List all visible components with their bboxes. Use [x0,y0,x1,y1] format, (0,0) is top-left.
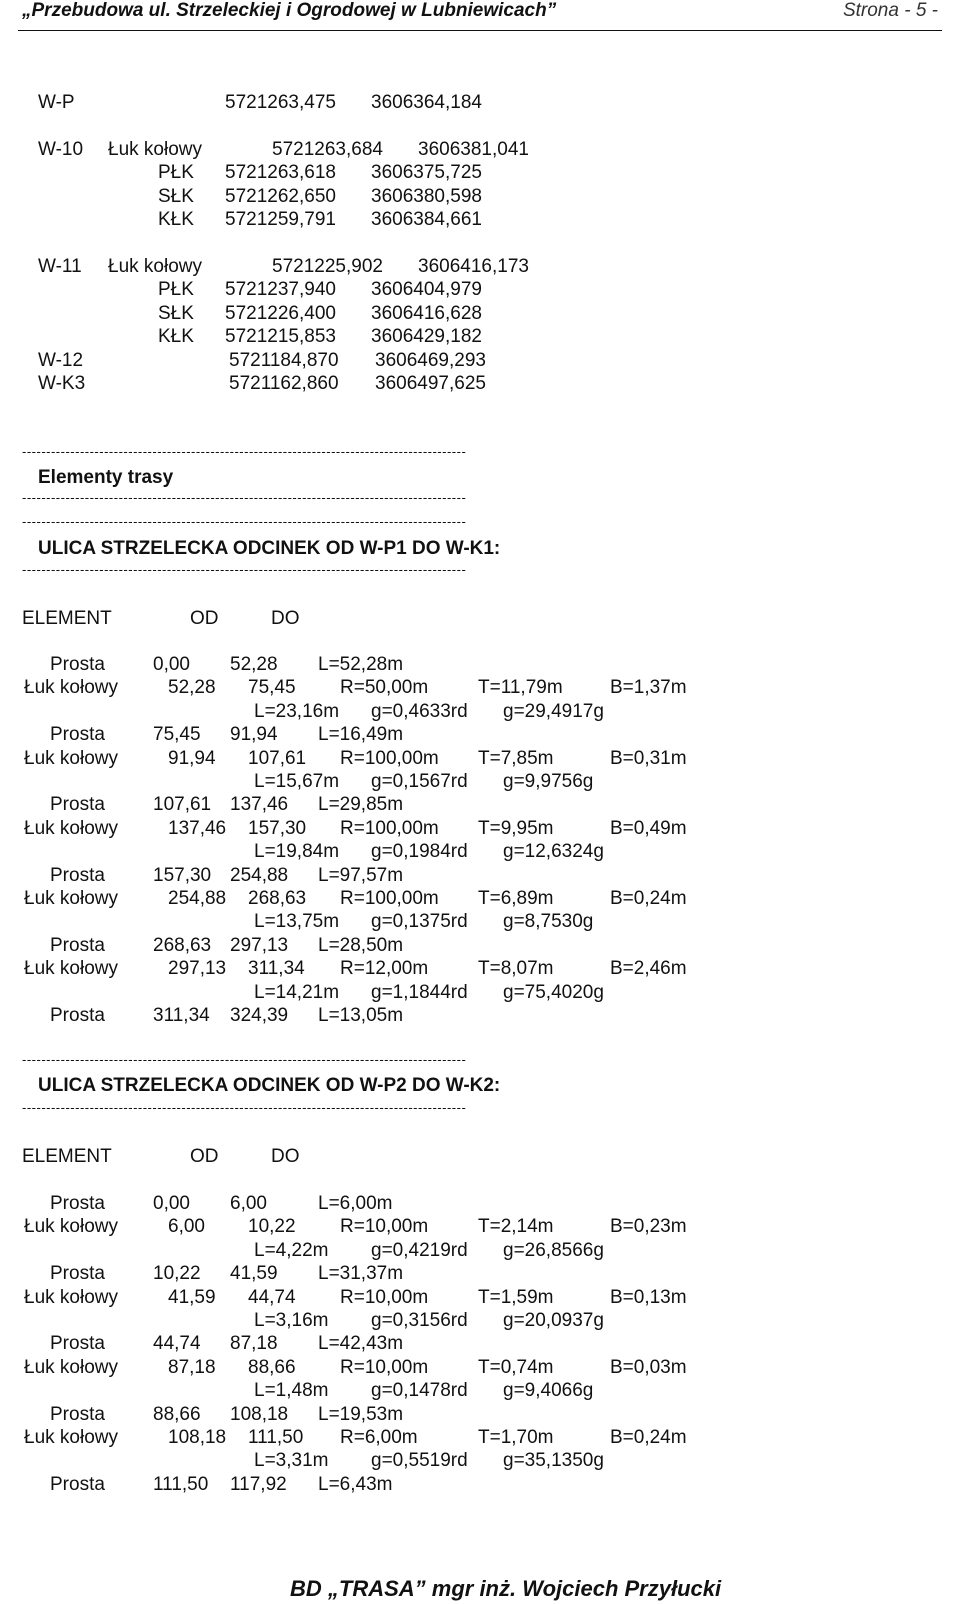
angle-grad: g=12,6324g [503,841,604,863]
point-name: W-12 [38,350,84,371]
page-header [0,0,960,32]
station-from: 137,46 [168,817,227,839]
point-subtype: KŁK [158,326,194,347]
bisector: B=0,23m [610,1216,687,1238]
station-from: 268,63 [153,934,212,956]
angle-rad: g=0,1567rd [371,771,468,792]
station-from: 75,45 [153,724,201,746]
arc-length: L=3,31m [254,1450,329,1472]
arc-length: L=3,16m [254,1310,329,1331]
coord-y: 3606364,184 [371,92,482,113]
length: L=31,37m [318,1263,404,1285]
station-from: 0,00 [153,654,190,675]
section1-title: ULICA STRZELECKA ODCINEK OD W-P1 DO W-K1: [38,538,501,559]
radius: R=100,00m [340,817,439,839]
tangent: T=1,59m [478,1286,554,1308]
angle-grad: g=9,9756g [503,771,594,792]
length: L=6,43m [318,1473,393,1495]
element-type: Łuk kołowy [24,1356,118,1378]
bisector: B=1,37m [610,677,687,699]
angle-rad: g=0,1478rd [371,1380,468,1402]
point-name: W-10 [38,139,84,160]
length: L=13,05m [318,1005,404,1026]
element-type: Prosta [50,1263,105,1285]
bisector: B=2,46m [610,958,687,980]
point-subtype: PŁK [158,162,194,183]
element-type: Łuk kołowy [24,677,118,699]
angle-rad: g=0,1375rd [371,911,468,933]
angle-grad: g=9,4066g [503,1380,594,1402]
document-title: „Przebudowa ul. Strzeleckiej i Ogrodowej w Lubniewicach” [22,0,557,21]
point-subtype: SŁK [158,186,194,207]
angle-rad: g=0,5519rd [371,1450,468,1472]
tangent: T=11,79m [478,677,563,699]
radius: R=100,00m [340,747,439,769]
station-to: 324,39 [230,1005,289,1026]
coord-x: 5721259,791 [225,209,336,230]
coord-y: 3606375,725 [371,162,482,183]
radius: R=10,00m [340,1356,429,1378]
coord-x: 5721215,853 [225,326,336,347]
station-to: 75,45 [248,677,296,699]
point-type: Łuk kołowy [108,256,202,277]
station-to: 254,88 [230,864,289,886]
coord-x: 5721226,400 [225,303,336,324]
coord-y: 3606416,173 [418,256,529,277]
header-do: DO [271,1146,300,1167]
element-type: Prosta [50,654,105,675]
header-element: ELEMENT [22,1146,112,1167]
element-type: Prosta [50,1005,105,1026]
coord-y: 3606469,293 [375,350,486,371]
station-from: 6,00 [168,1216,205,1238]
header-element: ELEMENT [22,608,112,629]
angle-rad: g=0,1984rd [371,841,468,863]
station-to: 268,63 [248,888,307,909]
dashed-divider: -------------------------------------------------------------------------------------------- [22,1052,467,1067]
element-type: Prosta [50,934,105,956]
station-to: 91,94 [230,724,278,746]
element-type: Łuk kołowy [24,1216,118,1238]
element-type: Prosta [50,1473,105,1495]
element-type: Łuk kołowy [24,888,118,909]
length: L=52,28m [318,654,404,675]
station-to: 311,34 [248,958,305,980]
point-subtype: KŁK [158,209,194,230]
point-name: W-P [38,92,75,113]
element-type: Łuk kołowy [24,817,118,839]
station-from: 107,61 [153,794,212,816]
tangent: T=2,14m [478,1216,554,1238]
dashed-divider: -------------------------------------------------------------------------------------------- [22,444,467,459]
dashed-divider: -------------------------------------------------------------------------------------------- [22,490,467,505]
element-type: Łuk kołowy [24,1286,118,1308]
point-type: Łuk kołowy [108,139,202,160]
bisector: B=0,31m [610,747,687,769]
coord-x: 5721225,902 [272,256,383,277]
header-od: OD [190,608,219,629]
station-from: 87,18 [168,1356,216,1378]
dashed-divider: -------------------------------------------------------------------------------------------- [22,514,467,529]
radius: R=12,00m [340,958,429,980]
coord-y: 3606429,182 [371,326,482,347]
bisector: B=0,03m [610,1356,687,1378]
bisector: B=0,13m [610,1286,687,1308]
header-od: OD [190,1146,219,1167]
angle-grad: g=26,8566g [503,1239,604,1261]
coord-x: 5721184,870 [229,350,339,371]
station-from: 44,74 [153,1333,201,1355]
coord-x: 5721263,684 [272,139,383,160]
angle-rad: g=1,1844rd [371,981,468,1003]
point-subtype: SŁK [158,303,194,324]
bisector: B=0,49m [610,817,687,839]
angle-grad: g=35,1350g [503,1450,604,1472]
coord-y: 3606381,041 [418,139,529,160]
station-from: 111,50 [153,1473,209,1495]
header-divider [18,30,942,31]
point-name: W-11 [38,256,82,277]
station-to: 10,22 [248,1216,296,1238]
station-from: 297,13 [168,958,227,980]
page-number: Strona - 5 - [842,0,938,21]
element-type: Prosta [50,794,105,816]
radius: R=100,00m [340,888,439,909]
station-from: 91,94 [168,747,216,769]
station-from: 108,18 [168,1427,227,1448]
length: L=97,57m [318,864,404,886]
station-from: 52,28 [168,677,216,699]
arc-length: L=1,48m [254,1380,329,1402]
coord-x: 5721263,618 [225,162,336,183]
element-type: Prosta [50,864,105,886]
section2-title: ULICA STRZELECKA ODCINEK OD W-P2 DO W-K2: [38,1075,501,1096]
tangent: T=9,95m [478,817,554,839]
bisector: B=0,24m [610,888,687,909]
element-type: Łuk kołowy [24,1427,118,1448]
element-type: Łuk kołowy [24,747,118,769]
length: L=19,53m [318,1403,404,1425]
coord-x: 5721162,860 [229,373,339,394]
station-to: 52,28 [230,654,278,675]
length: L=6,00m [318,1193,393,1214]
length: L=42,43m [318,1333,404,1355]
length: L=28,50m [318,934,404,956]
element-type: Prosta [50,1403,105,1425]
station-to: 87,18 [230,1333,278,1355]
angle-grad: g=20,0937g [503,1310,604,1331]
radius: R=10,00m [340,1286,429,1308]
angle-grad: g=29,4917g [503,700,604,722]
angle-rad: g=0,3156rd [371,1310,468,1331]
station-from: 157,30 [153,864,212,886]
station-from: 88,66 [153,1403,201,1425]
angle-grad: g=75,4020g [503,981,604,1003]
tangent: T=0,74m [478,1356,554,1378]
arc-length: L=23,16m [254,700,340,722]
station-from: 10,22 [153,1263,201,1285]
bisector: B=0,24m [610,1427,687,1448]
station-to: 6,00 [230,1193,267,1214]
tangent: T=6,89m [478,888,554,909]
arc-length: L=4,22m [254,1239,329,1261]
section-title: Elementy trasy [38,467,174,488]
element-type: Łuk kołowy [24,958,118,980]
coord-x: 5721262,650 [225,186,336,207]
arc-length: L=19,84m [254,841,340,863]
station-from: 41,59 [168,1286,216,1308]
station-to: 107,61 [248,747,307,769]
coord-x: 5721237,940 [225,279,336,300]
station-to: 41,59 [230,1263,278,1285]
station-from: 0,00 [153,1193,190,1214]
arc-length: L=14,21m [254,981,340,1003]
station-to: 157,30 [248,817,307,839]
coord-x: 5721263,475 [225,92,336,113]
coord-y: 3606404,979 [371,279,482,300]
station-to: 108,18 [230,1403,289,1425]
length: L=29,85m [318,794,404,816]
radius: R=10,00m [340,1216,429,1238]
header-do: DO [271,608,300,629]
coord-y: 3606497,625 [375,373,486,394]
length: L=16,49m [318,724,404,746]
point-subtype: PŁK [158,279,194,300]
tangent: T=7,85m [478,747,554,769]
element-type: Prosta [50,1333,105,1355]
tangent: T=8,07m [478,958,554,980]
element-type: Prosta [50,1193,105,1214]
footer-author: BD „TRASA” mgr inż. Wojciech Przyłucki [290,1576,722,1601]
angle-grad: g=8,7530g [503,911,594,933]
angle-rad: g=0,4633rd [371,700,468,722]
coord-y: 3606416,628 [371,303,482,324]
station-to: 88,66 [248,1356,296,1378]
dashed-divider: -------------------------------------------------------------------------------------------- [22,562,467,577]
tangent: T=1,70m [478,1427,554,1448]
station-to: 137,46 [230,794,289,816]
station-to: 297,13 [230,934,289,956]
coord-y: 3606384,661 [371,209,482,230]
dashed-divider: -------------------------------------------------------------------------------------------- [22,1100,467,1115]
station-to: 117,92 [230,1473,287,1495]
arc-length: L=15,67m [254,771,340,792]
radius: R=6,00m [340,1427,418,1448]
element-type: Prosta [50,724,105,746]
angle-rad: g=0,4219rd [371,1239,468,1261]
station-from: 311,34 [153,1005,210,1026]
station-from: 254,88 [168,888,227,909]
station-to: 44,74 [248,1286,296,1308]
radius: R=50,00m [340,677,429,699]
arc-length: L=13,75m [254,911,340,933]
coord-y: 3606380,598 [371,186,482,207]
station-to: 111,50 [248,1427,304,1448]
point-name: W-K3 [38,373,86,394]
